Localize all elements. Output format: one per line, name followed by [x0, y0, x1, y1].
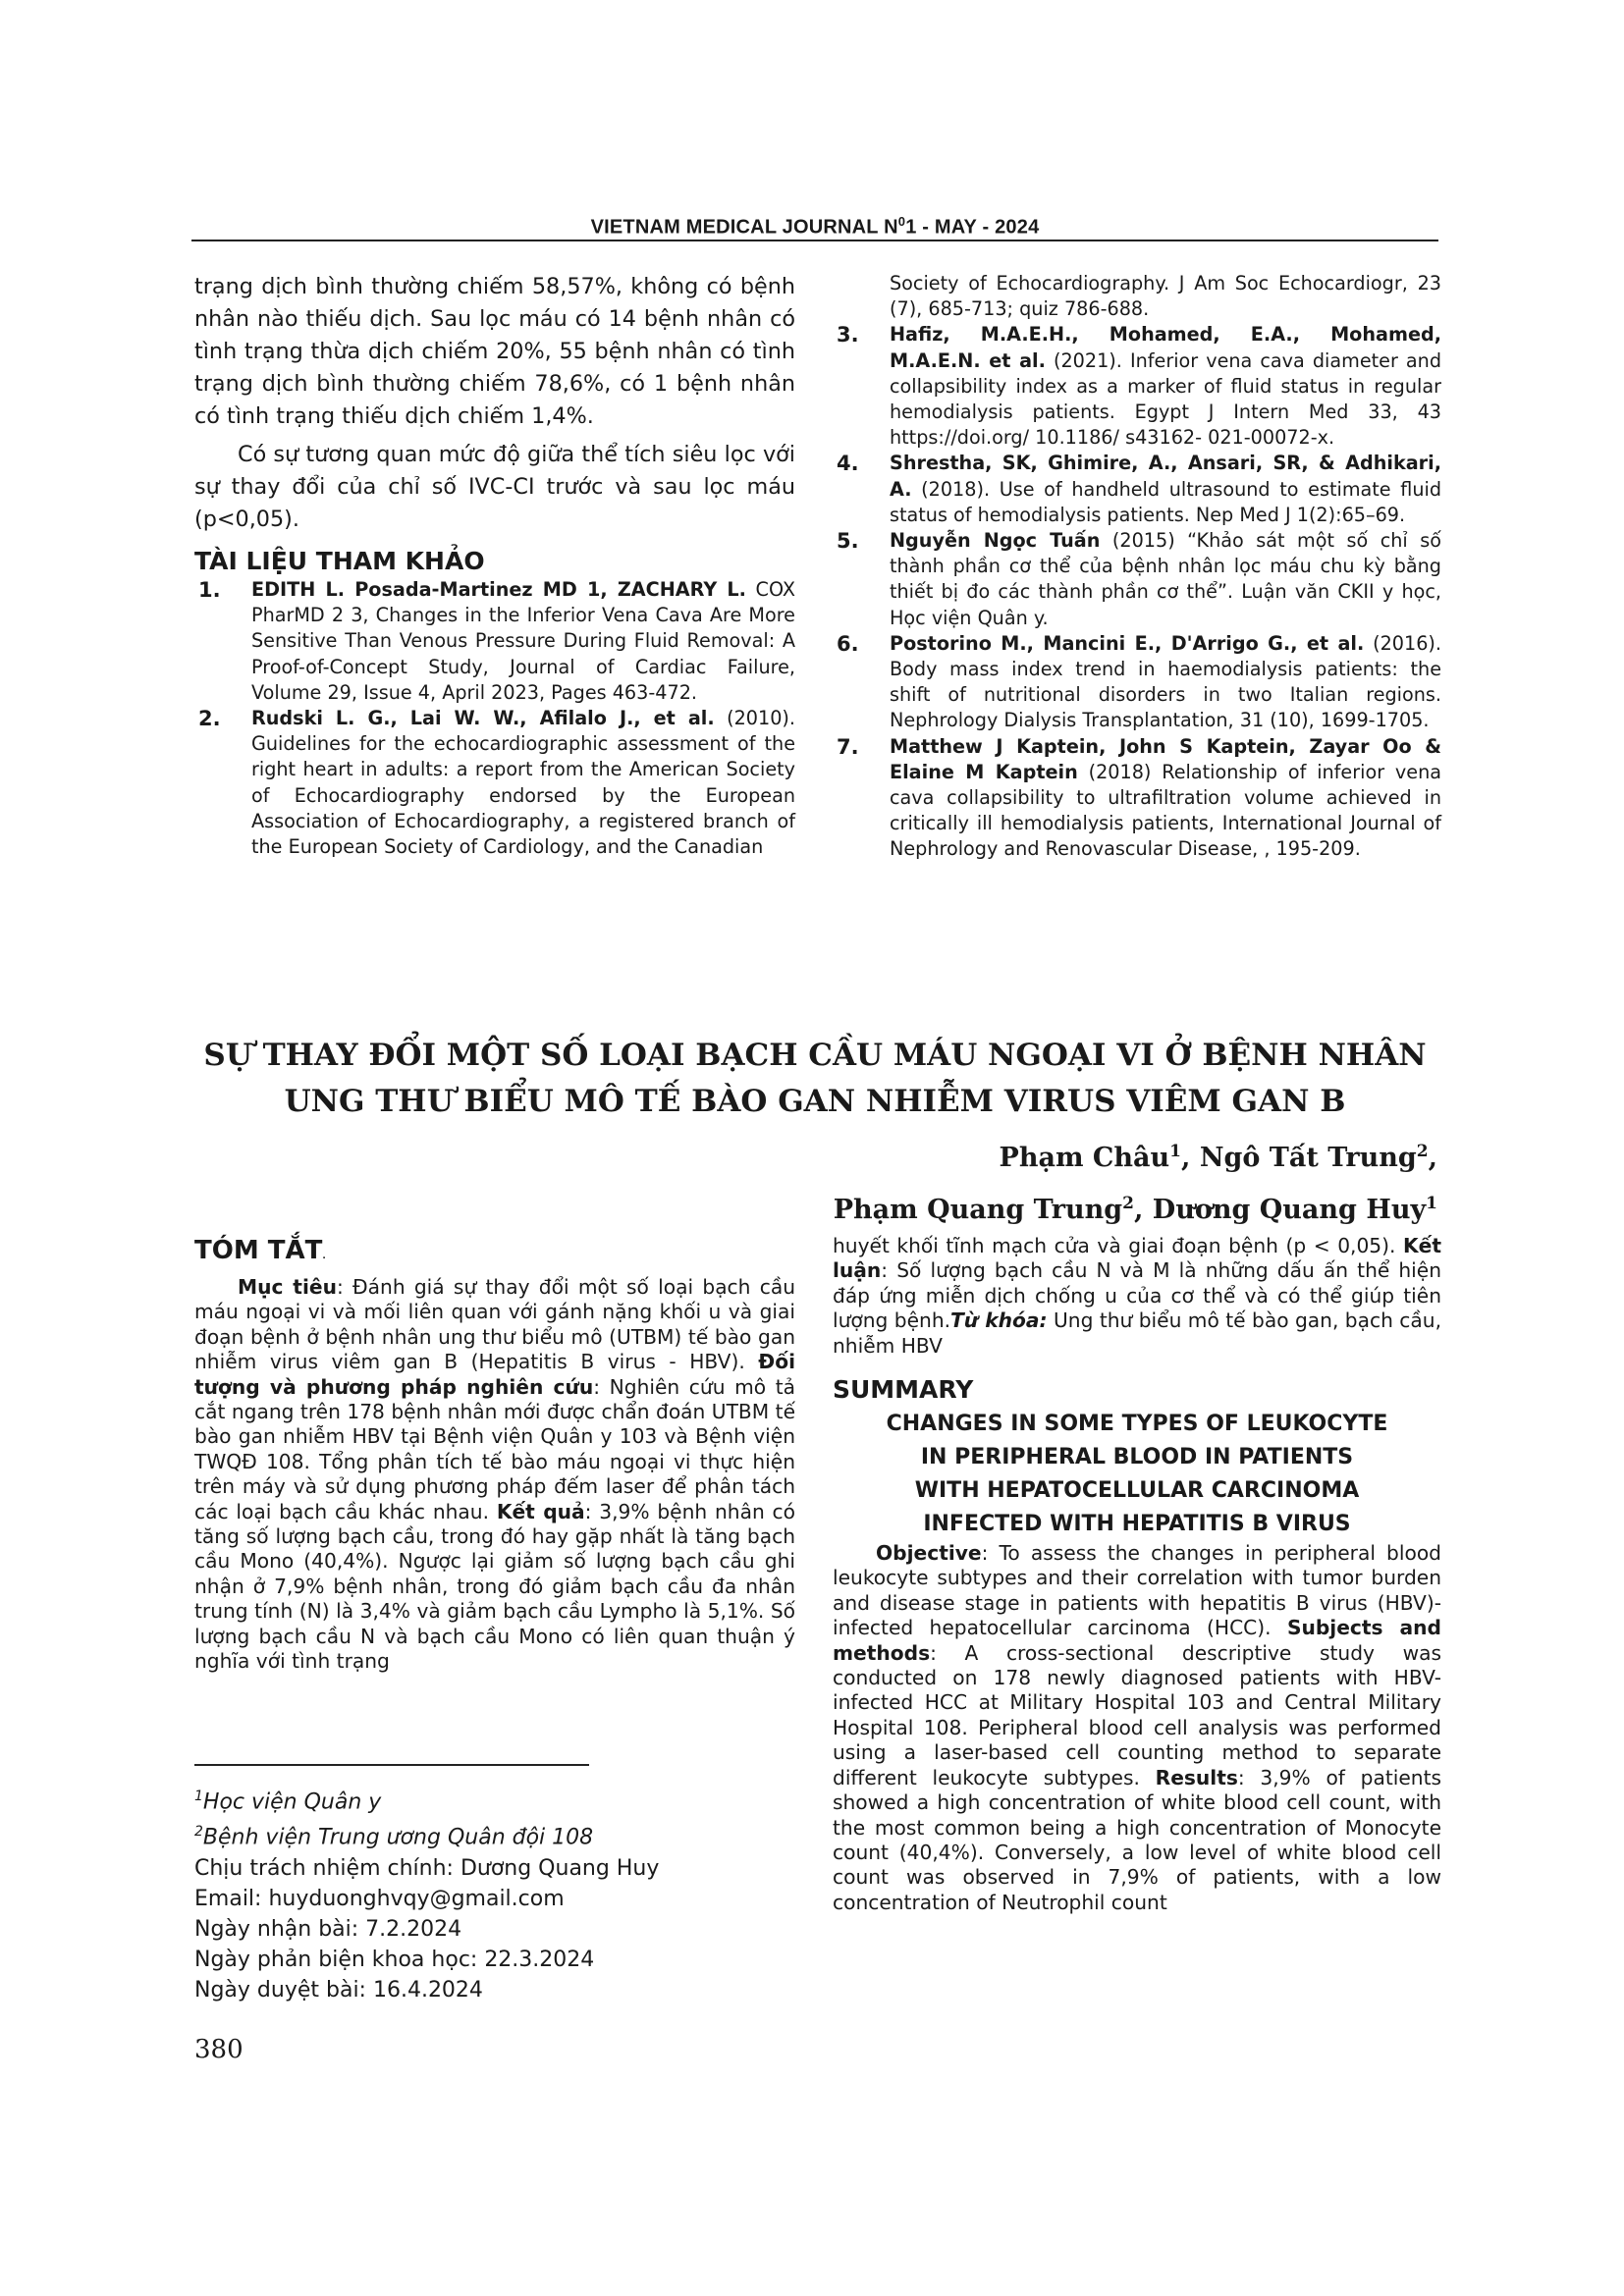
text-objective: : Đánh giá sự thay đổi một số loại bạch cầu máu ngoại vi và mối liên quan với gánh nặng khối u và giai đoạn bệnh ở bệnh nhân ung thư biểu mô (UTBM) tế bào gan nhiễm virus viêm gan B (Hepatitis B virus - HBV).	[194, 1275, 795, 1374]
summary-title-line: CHANGES IN SOME TYPES OF LEUKOCYTE	[886, 1412, 1388, 1437]
reference-number: 4.	[837, 452, 859, 476]
abstract-vi-body	[194, 1275, 795, 1675]
text-conclusion: : Số lượng bạch cầu N và M là những dấu ấn thể hiện đáp ứng miễn dịch chống u của cơ thể và có thể giúp tiên lượng bệnh.	[833, 1258, 1441, 1333]
author-name: Ngô Tất Trung	[1199, 1143, 1417, 1173]
responsible-author: Chịu trách nhiệm chính: Dương Quang Huy	[194, 1855, 660, 1881]
reference-number: 6.	[837, 631, 859, 656]
reference-authors: EDITH L. Posada-Martinez MD 1, ZACHARY L.	[251, 578, 746, 601]
reference-authors: Shrestha, SK, Ghimire, A., Ansari, SR, & Adhikari, A.	[890, 452, 1441, 501]
conclusion-paragraph-2: Có sự tương quan mức độ giữa thể tích siêu lọc với sự thay đổi của chỉ số IVC-CI trước và sau lọc máu (p<0,05).	[194, 442, 795, 532]
date-approved: Ngày duyệt bài: 16.4.2024	[194, 1977, 483, 2002]
author-affiliation: 1	[1426, 1194, 1437, 1213]
affiliation-number: 2	[194, 1824, 203, 1841]
summary-title-line: IN PERIPHERAL BLOOD IN PATIENTS	[920, 1445, 1354, 1470]
reference-authors: Hafiz, M.A.E.H., Mohamed, E.A., Mohamed, M.A.E.N. et al.	[890, 323, 1441, 372]
conclusion-paragraph-1: trạng dịch bình thường chiếm 58,57%, không có bệnh nhân nào thiếu dịch. Sau lọc máu có 14 bệnh nhân có tình trạng thừa dịch chiếm 20%, 55 bệnh nhân có tình trạng dịch bình thường chiếm 78,6%, có 1 bệnh nhân có tình trạng thiếu dịch chiếm 1,4%.	[194, 274, 795, 429]
author-name: Phạm Châu	[999, 1143, 1170, 1173]
reference-item	[833, 631, 1441, 734]
reference-item	[194, 577, 795, 706]
text-objective-en: : To assess the changes in peripheral blood leukocyte subtypes and their correlation with tumor burden and disease stage in patients with hepatitis B virus (HBV)-infected hepatocellular carcinoma (HCC).	[833, 1541, 1441, 1640]
reference-text: COX PharMD 2 3, Changes in the Inferior Vena Cava Are More Sensitive Than Venous Pressure During Fluid Removal: A Proof-of-Concept Study, Journal of Cardiac Failure, Volume 29, Issue 4, April 2023, Pages 463-472.	[251, 578, 795, 704]
reference-item	[833, 734, 1441, 863]
affiliation-name: Học viện Quân y	[202, 1789, 382, 1815]
summary-heading: SUMMARY	[833, 1375, 974, 1405]
reference-item	[194, 706, 795, 860]
label-objective-en: Objective	[876, 1541, 982, 1566]
label-results-en: Results	[1155, 1765, 1238, 1789]
text-continued: huyết khối tĩnh mạch cửa và giai đoạn bệnh (p < 0,05).	[833, 1234, 1403, 1257]
summary-title	[833, 1408, 1441, 1541]
references-list-left	[194, 577, 795, 860]
text-keywords: Ung thư biểu mô tế bào gan, bạch cầu, nhiễm HBV	[833, 1308, 1441, 1358]
reference-number: 3.	[837, 323, 859, 347]
author-line-2	[834, 1181, 1437, 1233]
text-methods-en: : A cross-sectional descriptive study was conducted on 178 newly diagnosed patients with HBV-infected HCC at Military Hospital 103 and Central Military Hospital 108. Peripheral blood cell analysis was performed using a laser-based cell counting method to separate different leukocyte subtypes.	[833, 1640, 1441, 1789]
reference-item	[833, 451, 1441, 528]
top-right-column	[833, 271, 1441, 863]
reference-number: 2.	[198, 707, 221, 731]
title-line-2: UNG THƯ BIỂU MÔ TẾ BÀO GAN NHIỄM VIRUS VIÊM GAN B	[284, 1084, 1346, 1119]
label-conclusion: Kết luận	[833, 1234, 1441, 1283]
affiliation-name: Bệnh viện Trung ương Quân đội 108	[202, 1825, 594, 1850]
reference-text: (2010). Guidelines for the echocardiographic assessment of the right heart in adults: a report from the American Society of Echocardiography endorsed by the European Association of Echocardiography, a registered branch of the European Society of Cardiology, and the Canadian	[251, 707, 795, 859]
page-number: 380	[194, 2035, 244, 2064]
reference-authors: Rudski L. G., Lai W. W., Afilalo J., et al.	[251, 707, 715, 730]
reference-text: (2021). Inferior vena cava diameter and collapsibility index as a marker of fluid status in regular hemodialysis patients. Egypt J Intern Med 33, 43 https://doi.org/ 10.1186/ s43162- 021-00072-x.	[890, 348, 1442, 450]
author-list	[834, 1129, 1437, 1233]
text-results: : 3,9% bệnh nhân có tăng số lượng bạch cầu, trong đó hay gặp nhất là tăng bạch cầu Mono (40,4%). Ngược lại giảm số lượng bạch cầu ghi nhận ở 7,9% bệnh nhân, trong đó giảm bạch cầu đa nhân trung tính (N) là 3,4% và giảm bạch cầu Lympho là 5,1%. Số lượng bạch cầu N và bạch cầu Mono có liên quan thuận ý nghĩa với tình trạng	[194, 1499, 796, 1674]
top-left-column	[194, 271, 795, 860]
label-methods: Đối tượng và phương pháp nghiên cứu	[194, 1350, 795, 1399]
references-list-right	[833, 322, 1441, 862]
affiliation-2	[194, 1817, 659, 1852]
affiliation-number: 1	[194, 1789, 203, 1804]
author-name: Phạm Quang Trung	[833, 1195, 1123, 1225]
label-results: Kết quả	[496, 1499, 585, 1523]
label-keywords: Từ khóa:	[950, 1308, 1048, 1333]
author-name: Dương Quang Huy	[1152, 1195, 1427, 1225]
reference-authors: Nguyễn Ngọc Tuấn	[890, 529, 1101, 553]
date-received: Ngày nhận bài: 7.2.2024	[194, 1916, 462, 1942]
affiliation-1	[194, 1782, 659, 1817]
reference-continuation: Society of Echocardiography. J Am Soc Echocardiogr, 23 (7), 685-713; quiz 786-688.	[890, 272, 1441, 321]
label-objective: Mục tiêu	[238, 1275, 337, 1299]
summary-body	[833, 1541, 1441, 1915]
text-results-en: : 3,9% of patients showed a high concentration of white blood cell count, with the most common being a high concentration of Monocyte count (40,4%). Conversely, a low level of white blood cell count was observed in 7,9% of patients, with a low concentration of Neutrophil count	[833, 1765, 1441, 1914]
reference-number: 1.	[198, 578, 221, 602]
reference-number: 7.	[837, 734, 859, 759]
author-affiliation: 1	[1169, 1142, 1182, 1161]
footnote-rule	[194, 1764, 589, 1766]
date-reviewed: Ngày phản biện khoa học: 22.3.2024	[194, 1947, 595, 1972]
header-rule	[191, 240, 1438, 241]
reference-number: 5.	[837, 529, 859, 554]
references-heading: TÀI LIỆU THAM KHẢO	[194, 547, 485, 575]
reference-authors: Matthew J Kaptein, John S Kaptein, Zayar Oo & Elaine M Kaptein	[890, 734, 1441, 783]
summary-title-line: WITH HEPATOCELLULAR CARCINOMA	[914, 1478, 1360, 1504]
running-header	[191, 214, 1438, 240]
reference-item	[833, 322, 1441, 451]
author-separator: ,	[1133, 1195, 1153, 1225]
author-separator: ,	[1181, 1143, 1200, 1173]
reference-item	[833, 528, 1441, 631]
abstract-vietnamese-column	[194, 1234, 795, 1675]
reference-text: (2015) “Khảo sát một số chỉ số thành phần cơ thể của bệnh nhân lọc máu chu kỳ bằng thiết bị đo các thành phần cơ thể”. Luận văn CKII y học, Học viện Quân y.	[890, 529, 1441, 629]
text-methods: : Nghiên cứu mô tả cắt ngang trên 178 bệnh nhân mới được chẩn đoán UTBM tế bào gan nhiễm HBV tại Bệnh viện Quân y 103 và Bệnh viện TWQĐ 108. Tổng phân tích tế bào máu ngoại vi thực hiện trên máy và sử dụng phương pháp đếm laser để phân tách các loại bạch cầu khác nhau.	[194, 1374, 795, 1523]
author-separator: ,	[1428, 1143, 1437, 1173]
issue-date: 1 - MAY - 2024	[905, 216, 1040, 239]
reference-text: (2018). Use of handheld ultrasound to estimate fluid status of hemodialysis patients. Nep Med J 1(2):65–69.	[890, 477, 1441, 526]
footnotes	[194, 1782, 659, 2005]
reference-authors: Postorino M., Mancini E., D'Arrigo G., et al.	[890, 631, 1365, 655]
journal-name: VIETNAM MEDICAL JOURNAL N	[590, 216, 898, 239]
article-title	[191, 1033, 1438, 1125]
author-line-1	[834, 1129, 1437, 1181]
title-line-1: SỰ THAY ĐỔI MỘT SỐ LOẠI BẠCH CẦU MÁU NGOẠI VI Ở BỆNH NHÂN	[203, 1038, 1427, 1073]
reference-text: (2016). Body mass index trend in haemodialysis patients: the shift of nutritional disorders in two Italian regions. Nephrology Dialysis Transplantation, 31 (10), 1699-1705.	[890, 631, 1441, 732]
issue-superscript: 0	[897, 214, 906, 229]
reference-text: (2018) Relationship of inferior vena cava collapsibility to ultrafiltration volume achieved in critically ill hemodialysis patients, International Journal of Nephrology and Renovascular Disease, , 195-209.	[890, 760, 1441, 861]
abstract-heading: TÓM TẮT.	[194, 1236, 326, 1265]
summary-title-line: INFECTED WITH HEPATITIS B VIRUS	[923, 1512, 1351, 1537]
abstract-vi-continued	[833, 1234, 1441, 1359]
label-methods-en: Subjects and methods	[833, 1616, 1441, 1665]
author-affiliation: 2	[1122, 1194, 1134, 1213]
email: Email: huyduonghvqy@gmail.com	[194, 1886, 565, 1911]
summary-column	[833, 1234, 1441, 1915]
abstract-heading-text: TÓM TẮT	[194, 1236, 323, 1265]
author-affiliation: 2	[1416, 1142, 1429, 1161]
